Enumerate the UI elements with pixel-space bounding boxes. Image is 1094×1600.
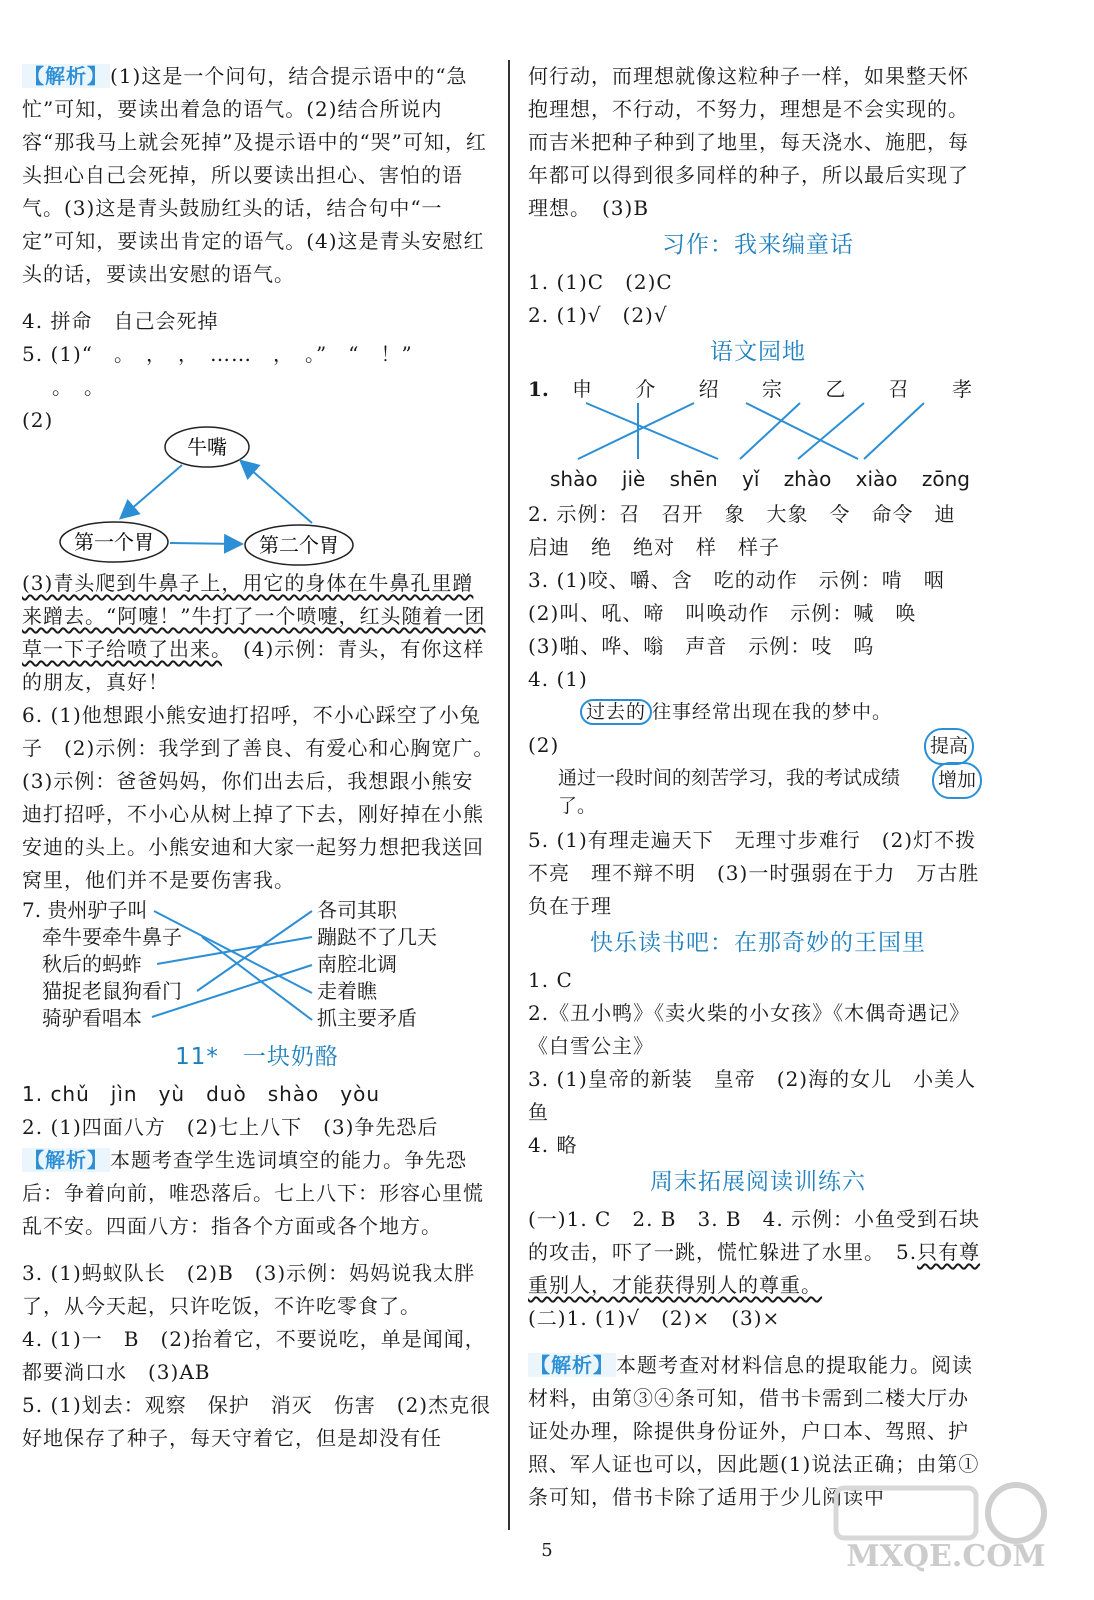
yw-q1-label: 1. bbox=[528, 377, 549, 401]
pinyin-item: shēn bbox=[669, 467, 718, 491]
node-right: 第二个胃 bbox=[259, 533, 339, 557]
answer-q5-1: 5. (1)“ 。 ， ， …… ， 。” “ ！” bbox=[22, 342, 413, 366]
answer-q4: 4. 拼命 自己会死掉 bbox=[22, 309, 219, 333]
sentence-rest: 往事经常出现在我的梦中。 bbox=[652, 701, 893, 723]
circled-word: 过去的 bbox=[580, 699, 652, 725]
matching-left-list bbox=[22, 897, 182, 1032]
section-heading-xizuo: 习作：我来编童话 bbox=[662, 232, 854, 258]
char-item: 介 bbox=[635, 377, 656, 401]
kl-answer-1: 1. C bbox=[528, 968, 573, 992]
arrow-right-to-top bbox=[242, 462, 312, 523]
section-heading-yuwen: 语文园地 bbox=[710, 339, 806, 365]
sentence-end: 了。 bbox=[558, 795, 597, 817]
zm-answer-part1 bbox=[528, 1203, 988, 1302]
right-column bbox=[528, 60, 988, 1514]
match-left-item: 7. 贵州驴子叫 bbox=[22, 898, 148, 922]
column-divider bbox=[508, 60, 510, 1530]
analysis-tag: 【解析】 bbox=[530, 1353, 614, 1377]
s11-answer-2: 2. (1)四面八方 (2)七上八下 (3)争先恐后 bbox=[22, 1115, 439, 1139]
arrow-top-to-left bbox=[122, 465, 182, 517]
char-item: 申 bbox=[572, 377, 592, 401]
kl-answer-4: 4. 略 bbox=[528, 1133, 578, 1157]
arrow-left-to-right bbox=[170, 543, 240, 544]
answer-q5-3: (3)青头爬到牛鼻子上，用它的身体在牛鼻孔里蹭来蹭去。“阿嚏！”牛打了一个喷嚏，红头随着一团草一下子给喷了出来。 bbox=[22, 571, 486, 661]
watermark-logo bbox=[816, 1478, 1076, 1573]
s11-answer-4: 4. (1)一 B (2)抬着它，不要说吃，单是闻闻，都要淌口水 (3)AB bbox=[22, 1327, 486, 1384]
section-heading-kuaile: 快乐读书吧：在那奇妙的王国里 bbox=[590, 930, 926, 956]
answer-q5-3-4 bbox=[22, 567, 492, 699]
char-item: 绍 bbox=[698, 377, 719, 401]
sentence-text: 通过一段时间的刻苦学习，我的考试成绩 bbox=[558, 767, 901, 789]
pinyin-item: yǐ bbox=[741, 467, 760, 491]
kl-answer-2: 2.《丑小鸭》《卖火柴的小女孩》《木偶奇遇记》《白雪公主》 bbox=[528, 1001, 971, 1058]
yw-answer-4-sentence1 bbox=[528, 696, 988, 729]
node-top: 牛嘴 bbox=[187, 435, 227, 459]
xz-answer-1: 1. (1)C (2)C bbox=[528, 270, 673, 294]
circled-word: 增加 bbox=[932, 762, 982, 799]
analysis-text: 本题考查学生选词填空的能力。争先恐后：争着向前，唯恐落后。七上八下：形容心里慌乱不安。四面八方：指各个方面或各个地方。 bbox=[22, 1148, 484, 1238]
s11-answer-5: 5. (1)划去：观察 保护 消灭 伤害 (2)杰克很好地保存了种子，每天守着它，但是却没有任 bbox=[22, 1393, 492, 1450]
continued-answer: 何行动，而理想就像这粒种子一样，如果整天怀抱理想，不行动，不努力，理想是不会实现的。而吉米把种子种到了地里，每天浇水、施肥，每年都可以得到很多同样的种子，所以最后实现了理想。 (3)B bbox=[528, 64, 969, 220]
char-item: 宗 bbox=[761, 377, 782, 401]
s11-answer-3: 3. (1)蚂蚁队长 (2)B (3)示例：妈妈说我太胖了，从今天起，只许吃饭，不许吃零食了。 bbox=[22, 1261, 476, 1318]
answer-q5-1b: 。 。 bbox=[52, 375, 105, 399]
char-row bbox=[572, 373, 972, 406]
analysis-text: (1)这是一个问句，结合提示语中的“急忙”可知，要读出着急的语气。(2)结合所说内容“那我马上就会死掉”及提示语中的“哭”可知，红头担心自己会死掉，所以要读出担心、害怕的语气。(3)这是青头鼓励红头的话，结合句中“一定”可知，要读出肯定的语气。(4)这是青头安慰红头的话，要读出安慰的语气。 bbox=[22, 64, 487, 286]
analysis-tag: 【解析】 bbox=[24, 64, 108, 88]
pinyin-item: zōng bbox=[921, 467, 970, 491]
yw-answer-2: 2. 示例：召 召开 象 大象 令 命令 迪 启迪 绝 绝对 样 样子 bbox=[528, 502, 977, 559]
zm-answer-part2: (二)1. (1)√ (2)× (3)× bbox=[528, 1306, 781, 1330]
zm-part1-text: (一)1. C 2. B 3. B 4. 示例：小鱼受到石块的攻击，吓了一跳，慌忙躲进了水里。 5. bbox=[528, 1207, 981, 1264]
match-right-item: 各司其职 bbox=[317, 898, 397, 922]
yw-answer-4-sentence2 bbox=[528, 735, 988, 824]
digestion-diagram bbox=[22, 417, 492, 567]
analysis-paragraph-1 bbox=[22, 60, 492, 291]
answer-q5-4: (4)示例：青头，有你这样的朋友，真好！ bbox=[22, 637, 485, 694]
analysis-paragraph-2 bbox=[22, 1144, 492, 1243]
char-pinyin-matching bbox=[528, 373, 988, 498]
section-heading-11: 11* 一块奶酪 bbox=[175, 1044, 339, 1070]
analysis-tag: 【解析】 bbox=[24, 1148, 108, 1172]
watermark-text: MXQE.COM bbox=[846, 1539, 1046, 1573]
match-right-item: 走着瞧 bbox=[317, 979, 377, 1003]
pinyin-item: shào bbox=[550, 467, 598, 491]
yw-answer-3-3: (3)啪、哗、嗡 声音 示例：吱 呜 bbox=[528, 634, 875, 658]
replacement-word: 提高 bbox=[924, 728, 974, 765]
match-right-item: 蹦跶不了几天 bbox=[317, 925, 437, 949]
match-left-item: 牵牛要牵牛鼻子 bbox=[42, 925, 182, 949]
yw-answer-4-1: 4. (1) bbox=[528, 667, 588, 691]
pinyin-item: jiè bbox=[621, 467, 646, 491]
match-left-item: 秋后的蚂蚱 bbox=[42, 952, 142, 976]
yw-answer-3-1: 3. (1)咬、嚼、含 吃的动作 示例：啃 咽 bbox=[528, 568, 945, 592]
matching-q7 bbox=[22, 897, 492, 1037]
answer-q6: 6. (1)他想跟小熊安迪打招呼，不小心踩空了小兔子 (2)示例：我学到了善良、有爱心和心胸宽广。 (3)示例：爸爸妈妈，你们出去后，我想跟小熊安迪打招呼，不小心从树上掉了下去，刚好掉在小熊安迪的头上。小熊安迪和大家一起努力想把我送回窝里，他们并不是要伤害我。 bbox=[22, 703, 506, 892]
match-right-item: 抓主要矛盾 bbox=[317, 1006, 417, 1030]
s11-answer-1: 1. chǔ jìn yù duò shào yòu bbox=[22, 1082, 381, 1106]
matching-right-list bbox=[317, 897, 437, 1032]
section-heading-zhoumo: 周末拓展阅读训练六 bbox=[650, 1169, 866, 1195]
pinyin-item: zhào bbox=[783, 467, 832, 491]
char-item: 孝 bbox=[951, 377, 972, 401]
zm-part1-wavy: 只有尊重别人，才能获得别人的尊重。 bbox=[528, 1240, 981, 1297]
kl-answer-3: 3. (1)皇帝的新装 皇帝 (2)海的女儿 小美人鱼 bbox=[528, 1067, 977, 1124]
xz-answer-2: 2. (1)√ (2)√ bbox=[528, 303, 668, 327]
char-item: 乙 bbox=[825, 377, 846, 401]
char-item: 召 bbox=[888, 377, 909, 401]
match-left-item: 猫捉老鼠狗看门 bbox=[42, 979, 182, 1003]
yw-answer-4-2: (2) bbox=[528, 733, 560, 757]
page-number: 5 bbox=[541, 1540, 553, 1561]
pinyin-row bbox=[550, 463, 970, 496]
match-right-item: 南腔北调 bbox=[317, 952, 397, 976]
yw-answer-5: 5. (1)有理走遍天下 无理寸步难行 (2)灯不拨不亮 理不辩不明 (3)一时强弱在于力 万古胜负在于理 bbox=[528, 828, 980, 918]
answer-q5-2: (2) bbox=[22, 408, 54, 432]
analysis-text: 本题考查对材料信息的提取能力。阅读材料，由第③④条可知，借书卡需到二楼大厅办证处办理，除提供身份证外，户口本、驾照、护照、军人证也可以，因此题(1)说法正确；由第①条可知，借书卡除了适用于少儿阅读中 bbox=[528, 1353, 980, 1509]
yw-answer-3-2: (2)叫、吼、啼 叫唤动作 示例：喊 唤 bbox=[528, 601, 917, 625]
left-column bbox=[22, 60, 506, 1455]
pinyin-item: xiào bbox=[855, 467, 898, 491]
match-left-item: 骑驴看唱本 bbox=[42, 1006, 142, 1030]
node-left: 第一个胃 bbox=[74, 530, 154, 554]
